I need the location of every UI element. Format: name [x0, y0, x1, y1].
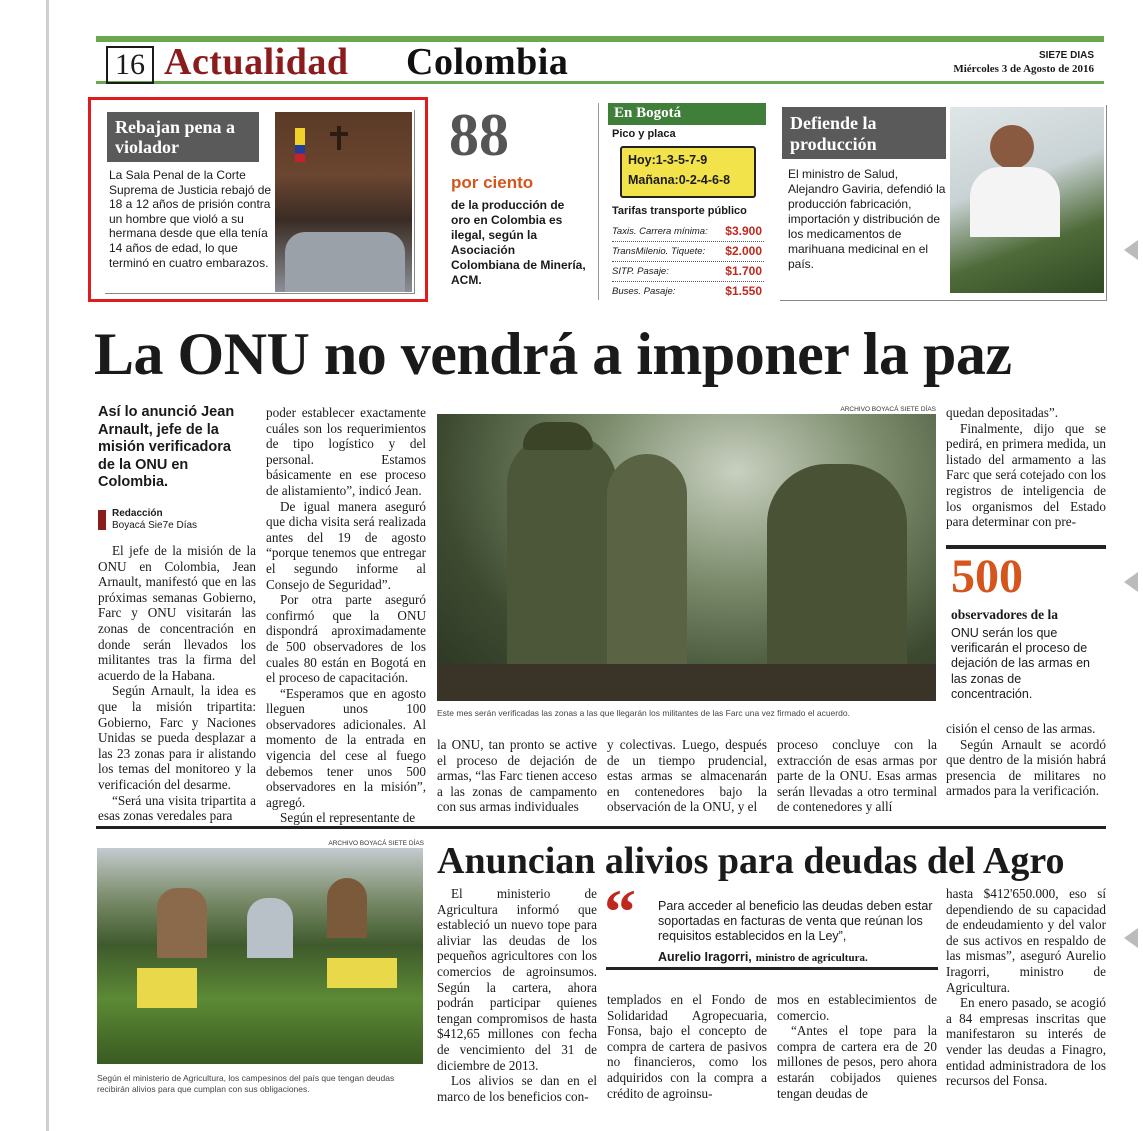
tarifa-price: $1.550: [725, 284, 762, 298]
paragraph: Según Arnault se acordó que dentro de la misión habrá presencia de militares no armados para la verificación.: [946, 736, 1106, 799]
header-date: Miércoles 3 de Agosto de 2016: [953, 63, 1094, 75]
main-below-2: [607, 737, 767, 815]
paragraph: El jefe de la misión de la ONU en Colombia, Jean Arnault, manifestó que en las próximas semanas Gobierno, Farc y ONU visitarán las zonas de concentración en donde serán llevados los militantes tras la firma del acuerdo de la Habana.: [98, 543, 256, 683]
scan-mark: [1124, 928, 1138, 948]
paragraph: “Antes el tope para la compra de cartera era de 20 millones de pesos, pero ahora estarán cobijados quienes tengan deudas de: [777, 1023, 937, 1101]
paragraph: El ministerio de Agricultura informó que estableció un nuevo tope para aliviar las deudas de los pequeños agricultores con los comercios de agroinsumos. Según la cartera, ahora podrán participar quienes tengan compromisos de hasta $412,65 millones con fecha de vencimiento del 31 de diciembre de 2013.: [437, 886, 597, 1073]
court-photo: [275, 112, 412, 292]
plate-manana: Mañana:0-2-4-6-8: [628, 173, 731, 187]
brief-rebajan-body: La Sala Penal de la Corte Suprema de Justicia rebajó de 18 a 12 años de prisión contra un hombre que violó a su hermana desde que ella tenía 14 años de edad, lo que terminó en cuatro embarazos.: [109, 168, 272, 270]
main-below-3: [777, 737, 937, 815]
quote-text: Para acceder al beneficio las deudas deben estar soportadas en facturas de venta que reúnan los requisitos establecidos en la Ley”,: [658, 899, 933, 943]
quote-mark-icon: “: [604, 876, 636, 947]
paragraph: poder establecer exactamente cuáles son los requerimientos de tipo logístico y del personal. Estamos básicamente en ese proceso de alistamiento”, indicó Jean.: [266, 405, 426, 498]
tarifa-row: [612, 262, 764, 282]
paragraph: Finalmente, dijo que se pedirá, en primera medida, un listado del armamento a las Farc que será cotejado con los registros de inteligencia de los organismos del Estado para determinar con pre-: [946, 420, 1106, 530]
pico-placa-label: Pico y placa: [612, 128, 676, 140]
main-right-top: [946, 405, 1106, 530]
header-bar: [96, 36, 1104, 84]
scan-mark: [1124, 572, 1138, 592]
agro-col-1: [437, 886, 597, 1104]
agro-photo-caption: Según el ministerio de Agricultura, los campesinos del país que tengan deudas recibirán alivios para que cumplan con sus obligaciones.: [97, 1073, 395, 1094]
main-col-1: [98, 543, 256, 824]
page-number: 16: [106, 46, 154, 84]
tarifa-label: TransMilenio. Tiquete:: [612, 246, 706, 257]
paragraph: hasta $412'650.000, eso sí dependiendo de su capacidad de endeudamiento y del valor de sus activos en respaldo de las mismas”, aseguró Aurelio Iragorri, ministro de Agricultura.: [946, 886, 1106, 995]
paragraph: y colectivas. Luego, después de un tiempo prudencial, estas armas se almacenarán en contenedores bajo la observación de la ONU, y el: [607, 737, 767, 815]
tarifa-row: [612, 242, 764, 262]
agro-col-4: [946, 886, 1106, 1089]
agro-col-2: [607, 992, 767, 1101]
brand: SIE7E DIAS: [1038, 50, 1094, 61]
section-divider: [96, 826, 1106, 829]
paragraph: Por otra parte aseguró confirmó que la ONU dispondrá aproximadamente de 500 observadores de los cuales 80 están en Bogotá en el proceso de capacitación.: [266, 592, 426, 686]
agro-headline: Anuncian alivios para deudas del Agro: [437, 840, 1065, 882]
main-lead: Así lo anunció Jean Arnault, jefe de la misión verificadora de la ONU en Colombia.: [98, 404, 235, 490]
main-photo-credit: ARCHIVO BOYACÁ SIETE DÍAS: [840, 406, 936, 413]
plate-box: [620, 146, 756, 198]
paragraph: Según Arnault, la idea es que la misión tripartita: Gobierno, Farc y Naciones Unidas se pueda desplazar a las 23 zonas para ir alistando los temas del monitoreo y la verificación del desarme.: [98, 683, 256, 792]
byline-source: Boyacá Sie7e Días: [112, 520, 198, 531]
tarifas-table: [612, 222, 764, 301]
stat-88-number: 88: [449, 102, 509, 168]
defiende-title: Defiende la producción: [790, 113, 877, 154]
brief-rebajan[interactable]: [88, 97, 428, 302]
tarifa-label: Taxis. Carrera mínima:: [612, 226, 708, 237]
tarifa-label: SITP. Pasaje:: [612, 266, 669, 277]
brief-bogota: [608, 103, 768, 300]
agro-col-3: [777, 992, 937, 1101]
main-photo-caption: Este mes serán verificadas las zonas a las que llegarán los militantes de las Farc una vez firmado el acuerdo.: [437, 708, 850, 718]
quote-author: Aurelio Iragorri,: [658, 950, 752, 964]
paragraph: mos en establecimientos de comercio.: [777, 992, 937, 1023]
brief-rebajan-title: Rebajan pena a violador: [115, 117, 236, 157]
tarifa-price: $2.000: [725, 244, 762, 258]
agro-photo-credit: ARCHIVO BOYACÁ SIETE DÍAS: [328, 840, 424, 847]
main-right-bottom: [946, 721, 1106, 799]
main-below-1: [437, 737, 597, 815]
bogota-title: En Bogotá: [614, 105, 682, 121]
plate-hoy: Hoy:1-3-5-7-9: [628, 153, 708, 167]
brief-defiende: [780, 105, 1107, 301]
paragraph: Según el representante de: [280, 810, 416, 826]
flag-icon: [295, 128, 305, 162]
paragraph: quedan depositadas”.: [946, 405, 1059, 420]
paragraph: la ONU, tan pronto se active el proceso de dejación de armas, “las Farc tienen acceso a las zonas de campamento con sus armas individuales: [437, 737, 597, 815]
crucifix-icon: [337, 126, 341, 150]
byline-label: Redacción: [112, 508, 163, 519]
quote-role: ministro de agricultura.: [755, 952, 868, 964]
tarifa-price: $3.900: [725, 224, 762, 238]
quote-attribution: [658, 948, 938, 966]
paragraph: “Esperamos que en agosto lleguen unos 100 observadores adicionales. Al momento de la entrada en vigencia del cese al fuego debemos tener unos 500 observadores en la misión”, agregó.: [266, 685, 426, 810]
main-headline: La ONU no vendrá a imponer la paz: [94, 321, 1012, 387]
paragraph: proceso concluye con la extracción de esas armas por parte de la ONU. Esas armas serán llevadas a otro terminal de contenedores y allí: [777, 737, 937, 815]
farmers-photo: [97, 848, 423, 1064]
stat-88-body: de la producción de oro en Colombia es ilegal, según la Asociación Colombiana de Minería, ACM.: [451, 198, 586, 287]
soldiers-photo: [437, 414, 936, 701]
quote-rule: [606, 967, 938, 970]
stat-500-rule: [946, 545, 1106, 549]
section-title-colombia: Colombia: [406, 41, 569, 83]
paragraph: “Será una visita tripartita a esas zonas veredales para: [98, 792, 256, 824]
byline-marker: [98, 510, 106, 530]
paragraph: Los alivios se dan en el marco de los beneficios con-: [437, 1073, 597, 1104]
stat-500-body: ONU serán los que verificarán el proceso de dejación de las armas en las zonas de concentración.: [951, 626, 1090, 701]
paragraph: cisión el censo de las armas.: [946, 721, 1096, 736]
paragraph: templados en el Fondo de Solidaridad Agropecuaria, Fonsa, bajo el concepto de compra de cartera de pasivos no financieros, como los adquiridos con la compra a crédito de agroinsu-: [607, 992, 767, 1101]
scan-mark: [1124, 240, 1138, 260]
tarifa-price: $1.700: [725, 264, 762, 278]
defiende-body: El ministro de Salud, Alejandro Gaviria, defendió la producción fabricación, importación y distribución de los medicamentos de marihuana medicinal en el país.: [788, 167, 946, 271]
stat-500-bold: observadores de la: [951, 607, 1058, 622]
paragraph: De igual manera aseguró que dicha visita será realizada antes del 19 de agosto “porque tenemos que entregar el segundo informe al Consejo de Seguridad”.: [266, 498, 426, 592]
left-scan-edge: [46, 0, 49, 1131]
tarifa-row: [612, 222, 764, 242]
stat-500-number: 500: [951, 550, 1023, 603]
tarifa-label: Buses. Pasaje:: [612, 286, 676, 297]
paragraph: En enero pasado, se acogió a 84 empresas inscritas que manifestaron su interés de vender las deudas a Finagro, entidad administradora de los recursos del Fonsa.: [946, 995, 1106, 1089]
tarifa-row: [612, 282, 764, 301]
brief-88: [443, 103, 599, 300]
tarifas-title: Tarifas transporte público: [612, 205, 747, 217]
cannabis-lab-photo: [950, 107, 1104, 293]
main-col-2: [266, 405, 426, 826]
stat-88-label: por ciento: [451, 173, 534, 192]
section-title-actualidad: Actualidad: [164, 41, 349, 83]
